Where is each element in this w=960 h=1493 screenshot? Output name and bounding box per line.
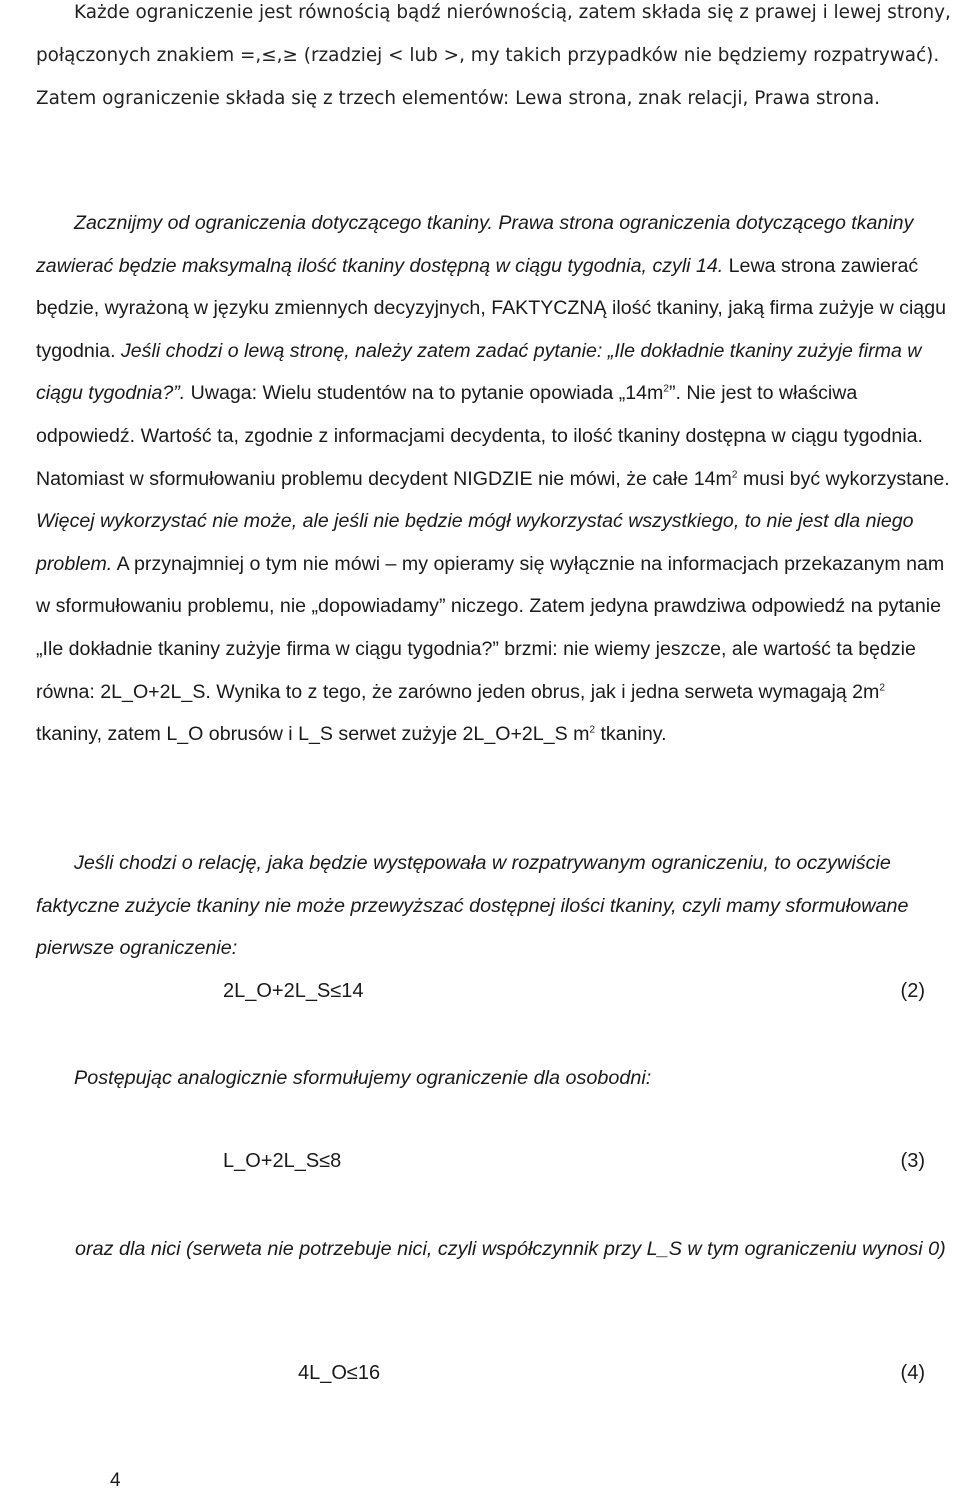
paragraph-5-text: oraz dla nici (serweta nie potrzebuje nici, czyli współczynnik przy L_S w tym ograniczeniu wynosi 0) <box>75 1238 946 1260</box>
paragraph-fabric-constraint <box>36 202 956 756</box>
paragraph-2-s4: Jeśli chodzi o lewą stronę, należy zatem zadać pytanie: „Ile dokładnie tkaniny zużyje firma w ciągu tygodnia?”. <box>36 339 922 405</box>
paragraph-2-s5b: ”. <box>668 382 681 405</box>
equation-4-formula: 4L_O≤16 <box>298 1362 381 1384</box>
paragraph-2-s12a: Wynika to z tego, że zarówno jeden obrus, jak i jedna serweta wymagają 2m <box>210 680 880 703</box>
paragraph-2-s7: Wartość ta, zgodnie z informacjami decydenta, to ilość tkaniny dostępna w ciągu tygodnia. <box>135 424 923 447</box>
paragraph-2-s2: Prawa strona ograniczenia dotyczącego tkaniny zawierać będzie maksymalną ilość tkaniny dostępną w ciągu tygodnia, czyli 14. <box>36 212 914 277</box>
paragraph-2-s8a: Natomiast w sformułowaniu problemu decydent NIGDZIE nie mówi, że całe 14m <box>36 467 732 490</box>
paragraph-relation <box>36 842 956 970</box>
paragraph-thread <box>0 1228 960 1271</box>
paragraph-2-s5a: Uwaga: Wielu studentów na to pytanie opowiada „14m <box>185 382 664 405</box>
paragraph-constraint-definition <box>36 0 960 120</box>
equation-2-formula: 2L_O+2L_S≤14 <box>223 980 364 1002</box>
equation-3-number: (3) <box>900 1150 925 1172</box>
superscript-2: 2 <box>731 469 738 481</box>
equation-3 <box>0 1150 960 1180</box>
paragraph-2-s11: Zatem jedyna prawdziwa odpowiedź na pytanie „Ile dokładnie tkaniny zużyje firma w ciągu tygodnia?” brzmi: nie wiemy jeszcze, ale wartość ta będzie równa: 2L_O+2L_S. <box>36 595 942 703</box>
superscript-2: 2 <box>589 724 595 736</box>
paragraph-1-text: Każde ograniczenie jest równością bądź nierównością, zatem składa się z prawej i lewej strony, połączonych znakiem =,≤,≥ (rzadziej < lub >, my takich przypadków nie będziemy rozpatrywać). Zatem ograniczenie składa się z trzech elementów: Lewa strona, znak relacji, Prawa strona. <box>36 2 951 109</box>
paragraph-2-s9: Więcej wykorzystać nie może, ale jeśli nie będzie mógł wykorzystać wszystkiego, to nie jest dla niego problem. <box>36 510 914 575</box>
paragraph-2-s10: A przynajmniej o tym nie mówi – my opieramy się wyłącznie na informacjach przekazanym nam w sformułowaniu problemu, nie „dopowiadamy” niczego. <box>36 552 945 618</box>
equation-4 <box>0 1362 960 1392</box>
superscript-2: 2 <box>879 682 885 693</box>
paragraph-2-s6: Nie jest to właściwa odpowiedź. <box>36 382 858 447</box>
paragraph-2-s1: Zacznijmy od ograniczenia dotyczącego tkaniny. <box>74 212 493 234</box>
equation-3-formula: L_O+2L_S≤8 <box>223 1150 342 1172</box>
page-number: 4 <box>110 1470 121 1491</box>
equation-4-number: (4) <box>900 1362 925 1384</box>
paragraph-2-s12b: tkaniny, zatem L_O obrusów i L_S serwet zużyje 2L_O+2L_S m <box>36 723 590 746</box>
superscript-2: 2 <box>663 383 669 395</box>
paragraph-4-text: Postępując analogicznie sformułujemy ograniczenie dla osobodni: <box>74 1067 652 1089</box>
equation-2-number: (2) <box>900 980 925 1002</box>
paragraph-2-s3: Lewa strona zawierać będzie, wyrażoną w języku zmiennych decyzyjnych, FAKTYCZNĄ ilość tkaniny, jaką firma zużyje w ciągu tygodnia. <box>36 254 946 362</box>
paragraph-3-text: Jeśli chodzi o relację, jaka będzie występowała w rozpatrywanym ograniczeniu, to oczywiście faktyczne zużycie tkaniny nie może przewyższać dostępnej ilości tkaniny, czyli mamy sformułowane pierwsze ograniczenie: <box>36 852 909 960</box>
paragraph-2-s12c: tkaniny. <box>595 723 667 746</box>
paragraph-2-s8b: musi być wykorzystane. <box>737 467 950 490</box>
equation-2 <box>0 980 960 1010</box>
paragraph-persondays <box>36 1057 956 1100</box>
